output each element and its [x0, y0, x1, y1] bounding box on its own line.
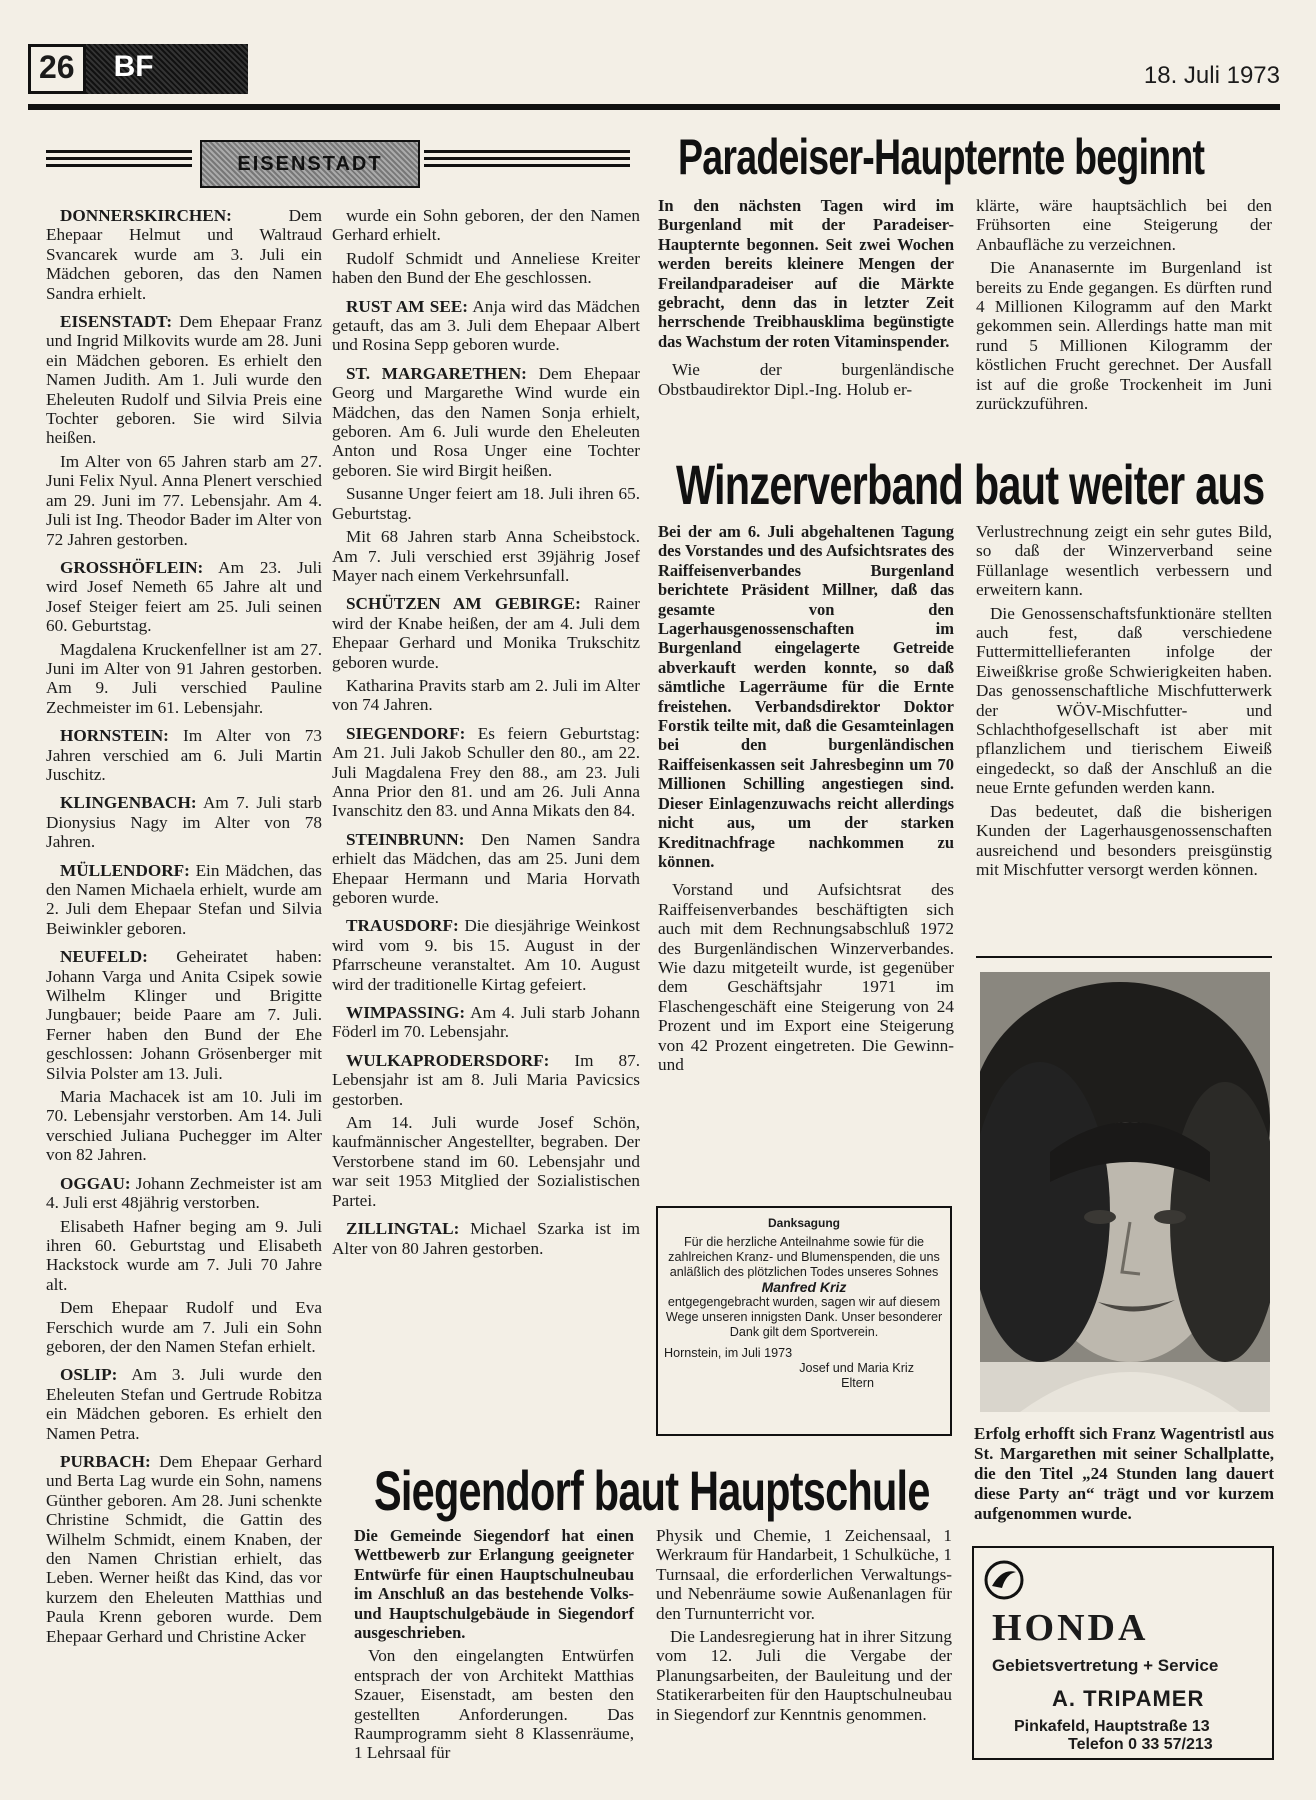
- photo-caption: Erfolg erhofft sich Franz Wagentristl aus St. Margarethen mit seiner Schallplatte, die den Titel „24 Stunden lang dauert diese Party an“ trägt und vor kurzem aufgenommen wurde.: [974, 1424, 1274, 1523]
- winzer-body-1: Vorstand und Aufsichtsrat des Raiffeisenverbandes beschäftigten sich auch mit dem Rechnungsabschluß 1972 des Burgenländischen Winzerverbandes. Wie dazu mitgeteilt wurde, ist gegenüber dem Geschäftsjahr 1971 im Flaschengeschäft eine Steigerung von 24 Prozent und im Export eine Steigerung von 42 Prozent eingetreten. Die Gewinn- und: [658, 880, 954, 1074]
- news-text: Am 23. Juli wird Josef Nemeth 65 Jahre alt und Josef Steiger feiert am 25. Juli seinen 60. Geburtstag.: [46, 557, 322, 636]
- news-text: Rudolf Schmidt und Anneliese Kreiter haben den Bund der Ehe geschlossen.: [332, 248, 640, 288]
- news-item: [46, 640, 322, 718]
- news-text: Michael Szarka ist im Alter von 80 Jahren gestorben.: [332, 1219, 640, 1258]
- place-name: SCHÜTZEN AM GEBIRGE:: [346, 594, 581, 614]
- news-text: Es feiern Geburtstag: Am 21. Juli Jakob Schuller den 80., am 22. Juli Magdalena Frey den 88., am 23. Juli Anna Prior den 81. und am 26. Juli Anna Ivanschitz den 83. und Anna Mikats den 84.: [332, 723, 640, 821]
- news-item: [332, 484, 640, 523]
- place-name: OGGAU:: [60, 1173, 131, 1193]
- honda-phone: Telefon 0 33 57/213: [1068, 1736, 1213, 1753]
- news-item: [46, 452, 322, 549]
- page-header: [28, 44, 248, 94]
- news-text: Dem Ehepaar Georg und Margarethe Wind wurde ein Mädchen, das den Namen Sonja erhielt, geboren. Am 6. Juli wurde den Eheleuten Anton und Rosa Unger eine Tochter geboren. Sie wird Birgit heißen.: [332, 363, 640, 480]
- section-label: EISENSTADT: [200, 140, 420, 188]
- news-item: [332, 1003, 640, 1042]
- news-text: Rainer wird der Knabe heißen, der am 4. Juli dem Ehepaar Gerhard und Monika Trukschitz geboren wurde.: [332, 594, 640, 672]
- news-item: [332, 1051, 640, 1109]
- danksagung-signature-2: Eltern: [841, 1376, 874, 1390]
- danksagung-name: Manfred Kriz: [761, 1279, 847, 1295]
- headline-siegendorf: Siegendorf baut Hauptschule: [374, 1459, 930, 1522]
- honda-dealer: A. TRIPAMER: [1052, 1686, 1205, 1711]
- danksagung-notice: [656, 1206, 952, 1436]
- section-lines-right: [424, 150, 630, 170]
- news-item: [46, 793, 322, 851]
- news-text: Johann Zechmeister ist am 4. Juli erst 48jährig verstorben.: [46, 1173, 322, 1213]
- news-item: [46, 1217, 322, 1295]
- news-text: Am 7. Juli starb Dionysius Nagy im Alter von 78 Jahren.: [46, 793, 322, 852]
- paradeiser-body-3: Die Ananasernte im Burgenland ist bereits zu Ende gegangen. Es dürften rund 4 Millionen Kilogramm auf den Markt gekommen sein. Allerdings hatte man mit rund 5 Millionen Kilogramm der köstlichen Frucht gerechnet. Der Ausfall ist auf die große Trockenheit im Juni zurückzuführen.: [976, 258, 1272, 414]
- news-item: [46, 1087, 322, 1165]
- header-rule: [28, 104, 1280, 110]
- news-text: Die diesjährige Weinkost wird vom 9. bis 15. August in der Pfarrscheune veranstaltet. Am 10. August wird der traditionelle Kirtag gefeiert.: [332, 916, 640, 994]
- news-item: [332, 527, 640, 585]
- news-text: Geheiratet haben: Johann Varga und Anita Csipek sowie Wilhelm Klinger und Brigitte Jungbauer; beide Paare am 7. Juli. Ferner haben den Bund der Ehe geschlossen: Johann Grösenberger mit Silvia Polster am 13. Juli.: [46, 947, 322, 1083]
- news-item: [332, 916, 640, 994]
- news-item: [46, 1452, 322, 1646]
- news-item: [46, 558, 322, 636]
- place-name: STEINBRUNN:: [346, 829, 465, 849]
- winzer-body-3: Die Genossenschaftsfunktionäre stellten auch fest, daß verschiedene Futtermittellieferanten infolge der Eiweißkrise große Schwierigkeiten haben. Das genossenschaftliche Mischfutterwerk der WÖV-Mischfutter- und Schlachthofgesellschaft ist aber mit pflanzlichem und tierischem Eiweiß eingedeckt, so daß der Anschluß an die neue Ernte gefunden werden kann.: [976, 603, 1272, 798]
- news-text: Dem Ehepaar Gerhard und Berta Lag wurde ein Sohn, namens Günther geboren. Am 28. Juni schenkte Christine Schmidt, die Gattin des Wilhelm Schmidt, einem Knaben, der den Namen Christian erhielt, das Leben. Werner heißt das Kind, das vor kurzem den Eheleuten Matthias und Paula Krenn geboren wurde. Dem Ehepaar Gerhard und Christine Acker: [46, 1451, 322, 1646]
- news-item: [46, 312, 322, 448]
- news-text: Im Alter von 65 Jahren starb am 27. Juni Felix Nyul. Anna Plenert verschied am 29. Juni im 77. Lebensjahr. Am 4. Juli ist Ing. Theodor Bader im Alter von 72 Jahren gestorben.: [46, 451, 322, 549]
- news-text: Am 4. Juli starb Johann Föderl im 70. Lebensjahr.: [332, 1003, 640, 1042]
- news-item: [46, 1365, 322, 1443]
- place-name: WIMPASSING:: [346, 1003, 466, 1023]
- paradeiser-body-2: klärte, wäre hauptsächlich bei den Frühsorten eine Steigerung der Anbaufläche zu verzeichnen.: [976, 196, 1272, 254]
- place-name: KLINGENBACH:: [60, 793, 197, 813]
- headline-paradeiser: Paradeiser-Haupternte beginnt: [678, 129, 1205, 185]
- news-item: [332, 1219, 640, 1258]
- danksagung-text-1: Für die herzliche Anteilnahme sowie für die zahlreichen Kranz- und Blumenspenden, die uns anläßlich des plötzlichen Todes unseres Sohnes: [668, 1235, 940, 1279]
- winzer-col-2: [976, 522, 1272, 883]
- news-item: [332, 724, 640, 821]
- place-name: ZILLINGTAL:: [346, 1219, 460, 1239]
- place-name: TRAUSDORF:: [346, 916, 459, 936]
- honda-wing-icon: [984, 1560, 1024, 1600]
- news-item: [332, 206, 640, 245]
- honda-subtitle: Gebietsvertretung + Service: [992, 1656, 1219, 1675]
- portrait-photo: [980, 972, 1270, 1412]
- siegendorf-body-3: Die Landesregierung hat in ihrer Sitzung vom 12. Juli die Vergabe der Planungsarbeiten, der Bauleitung und der Statikerarbeiten für den Hauptschulneubau in Siegendorf zur Kenntnis genommen.: [656, 1627, 952, 1724]
- danksagung-title: Danksagung: [767, 1216, 840, 1230]
- page-number: 26: [28, 44, 86, 94]
- honda-advertisement: [972, 1546, 1274, 1760]
- news-text: Maria Machacek ist am 10. Juli im 70. Lebensjahr verstorben. Am 14. Juli verschied Juliana Puchegger im Alter von 82 Jahren.: [46, 1087, 322, 1165]
- news-item: [46, 1174, 322, 1213]
- news-text: Magdalena Kruckenfellner ist am 27. Juni im Alter von 91 Jahren gestorben. Am 9. Juli verschied Pauline Zechmeister im 61. Lebensjahr.: [46, 639, 322, 717]
- news-text: Im Alter von 73 Jahren verschied am 6. Juli Martin Juschitz.: [46, 726, 322, 784]
- news-text: Dem Ehepaar Rudolf und Eva Ferschich wurde am 7. Juli ein Sohn geboren, der den Namen Stefan erhielt.: [46, 1298, 322, 1356]
- danksagung-text-2: entgegengebracht wurden, sagen wir auf diesem Wege unseren innigsten Dank. Unser besonderer Dank gilt dem Sportverein.: [665, 1295, 943, 1339]
- winzer-lead: Bei der am 6. Juli abgehaltenen Tagung des Vorstandes und des Aufsichtsrates des Raiffeisenverbandes Burgenland berichtete Präsident Millner, daß das gesamte von den Lagerhausgenossenschaften im Burgenland eingelagerte Getreide abverkauft werden konnte, so daß sämtliche Lagerräume für die Ernte freistehen. Verbandsdirektor Doktor Forstik teilte mit, daß die Gesamteinlagen bei den burgenländischen Raiffeisenkassen seit Jahresbeginn um 70 Millionen Schilling angestiegen sind. Dieser Einlagenzuwachs reicht allerdings nicht aus, um der starken Kreditnachfrage nachkommen zu können.: [658, 522, 954, 871]
- place-name: DONNERSKIRCHEN:: [60, 206, 232, 225]
- place-name: GROSSHÖFLEIN:: [60, 557, 204, 577]
- paradeiser-col-1: [658, 196, 954, 403]
- place-name: MÜLLENDORF:: [60, 860, 190, 880]
- issue-date: 18. Juli 1973: [1143, 62, 1280, 89]
- section-tag: BF: [86, 44, 248, 94]
- news-text: Anja wird das Mädchen getauft, das am 3. Juli dem Ehepaar Albert und Rosina Sepp geboren wurde.: [332, 296, 640, 355]
- news-column-2: [332, 206, 640, 1262]
- news-text: Im 87. Lebensjahr ist am 8. Juli Maria Pavicsics gestorben.: [332, 1050, 640, 1109]
- news-text: Den Namen Sandra erhielt das Mädchen, das am 25. Juni dem Ehepaar Hermann und Maria Horvath geboren wurde.: [332, 829, 640, 907]
- news-text: Am 3. Juli wurde den Eheleuten Stefan und Gertrude Robitza ein Mädchen geboren. Es erhielt den Namen Petra.: [46, 1365, 322, 1443]
- photo-top-rule: [976, 956, 1272, 958]
- news-text: Ein Mädchen, das den Namen Michaela erhielt, wurde am 2. Juli dem Ehepaar Stefan und Silvia Beiwinkler geboren.: [46, 860, 322, 938]
- news-item: [332, 594, 640, 672]
- danksagung-signature: Josef und Maria Kriz: [799, 1361, 914, 1375]
- place-name: OSLIP:: [60, 1365, 118, 1385]
- siegendorf-col-1: [354, 1526, 634, 1767]
- news-item: [332, 1113, 640, 1210]
- news-text: Katharina Pravits starb am 2. Juli im Alter von 74 Jahren.: [332, 675, 640, 715]
- place-name: RUST AM SEE:: [346, 296, 469, 316]
- paradeiser-body-1: Wie der burgenländische Obstbaudirektor Dipl.-Ing. Holub er-: [658, 360, 954, 399]
- portrait-image: [980, 972, 1270, 1412]
- place-name: NEUFELD:: [60, 947, 148, 967]
- danksagung-place-date: Hornstein, im Juli 1973: [664, 1346, 793, 1360]
- place-name: EISENSTADT:: [60, 312, 173, 332]
- siegendorf-lead: Die Gemeinde Siegendorf hat einen Wettbewerb zur Erlangung geeigneter Entwürfe für einen Hauptschulneubau im Anschluß an das bestehende Volks- und Hauptschulgebäude in Siegendorf ausgeschrieben.: [354, 1526, 634, 1643]
- paradeiser-lead: In den nächsten Tagen wird im Burgenland mit der Paradeiser-Haupternte begonnen. Seit zwei Wochen werden bereits kleinere Mengen der Freilandparadeiser auf die Märkte gebracht, denn das in letzter Zeit herrschende Treibhausklima begünstigte das Wachstum der roten Vitaminspender.: [658, 196, 954, 351]
- news-text: Mit 68 Jahren starb Anna Scheibstock. Am 7. Juli verschied erst 39jährig Josef Mayer nach einem Verkehrsunfall.: [332, 527, 640, 585]
- news-text: wurde ein Sohn geboren, der den Namen Gerhard erhielt.: [332, 206, 640, 245]
- siegendorf-body-2: Physik und Chemie, 1 Zeichensaal, 1 Werkraum für Handarbeit, 1 Schulküche, 1 Turnsaal, die erforderlichen Verwaltungs- und Nebenräume sowie Außenanlagen für den Turnunterricht vor.: [656, 1526, 952, 1623]
- place-name: SIEGENDORF:: [346, 723, 466, 743]
- winzer-body-4: Das bedeutet, daß die bisherigen Kunden der Lagerhausgenossenschaften ausreichend und besonders preisgünstig mit Mischfutter versorgt werden können.: [976, 801, 1272, 879]
- news-text: Dem Ehepaar Helmut und Waltraud Svancarek wurde am 3. Juli ein Mädchen geboren, das den Namen Sandra erhielt.: [46, 206, 322, 303]
- headline-winzer: Winzerverband baut weiter aus: [676, 453, 1265, 516]
- news-column-1: [46, 206, 322, 1650]
- news-item: [46, 1298, 322, 1356]
- news-item: [332, 830, 640, 908]
- news-item: [46, 206, 322, 303]
- news-item: [46, 861, 322, 939]
- news-item: [46, 726, 322, 784]
- news-item: [332, 364, 640, 480]
- news-item: [332, 297, 640, 355]
- siegendorf-body-1: Von den eingelangten Entwürfen entsprach der von Architekt Matthias Szauer, Eisenstadt, am besten den gestellten Anforderungen. Das Raumprogramm sieht 8 Klassenräume, 1 Lehrsaal für: [354, 1646, 634, 1763]
- winzer-col-1: [658, 522, 954, 1078]
- news-text: Dem Ehepaar Franz und Ingrid Milkovits wurde am 28. Juni ein Mädchen geboren. Es erhielt den Namen Judith. Am 1. Juli wurde den Eheleuten Rudolf und Silvia Preis eine Tochter geboren. Sie wird Silvia heißen.: [46, 312, 322, 448]
- place-name: ST. MARGARETHEN:: [346, 363, 527, 383]
- honda-brand: HONDA: [992, 1607, 1149, 1649]
- news-text: Elisabeth Hafner beging am 9. Juli ihren 60. Geburtstag und Elisabeth Hackstock wurde am 7. Juli 70 Jahre alt.: [46, 1216, 322, 1294]
- news-item: [332, 676, 640, 715]
- place-name: HORNSTEIN:: [60, 726, 169, 746]
- news-item: [332, 249, 640, 288]
- honda-address: Pinkafeld, Hauptstraße 13: [1014, 1718, 1210, 1735]
- news-text: Susanne Unger feiert am 18. Juli ihren 65. Geburtstag.: [332, 484, 640, 523]
- news-text: Am 14. Juli wurde Josef Schön, kaufmännischer Angestellter, begraben. Der Verstorbene stand im 60. Lebensjahr und war seit 1953 Mitglied der Sozialistischen Partei.: [332, 1113, 640, 1210]
- paradeiser-col-2: [976, 196, 1272, 417]
- section-lines-left: [46, 150, 192, 170]
- place-name: WULKAPRODERSDORF:: [346, 1050, 550, 1070]
- place-name: PURBACH:: [60, 1451, 151, 1471]
- winzer-body-2: Verlustrechnung zeigt ein sehr gutes Bild, so daß der Winzerverband seine Füllanlage wesentlich verbessern und erweitern kann.: [976, 522, 1272, 600]
- news-item: [46, 947, 322, 1083]
- siegendorf-col-2: [656, 1526, 952, 1728]
